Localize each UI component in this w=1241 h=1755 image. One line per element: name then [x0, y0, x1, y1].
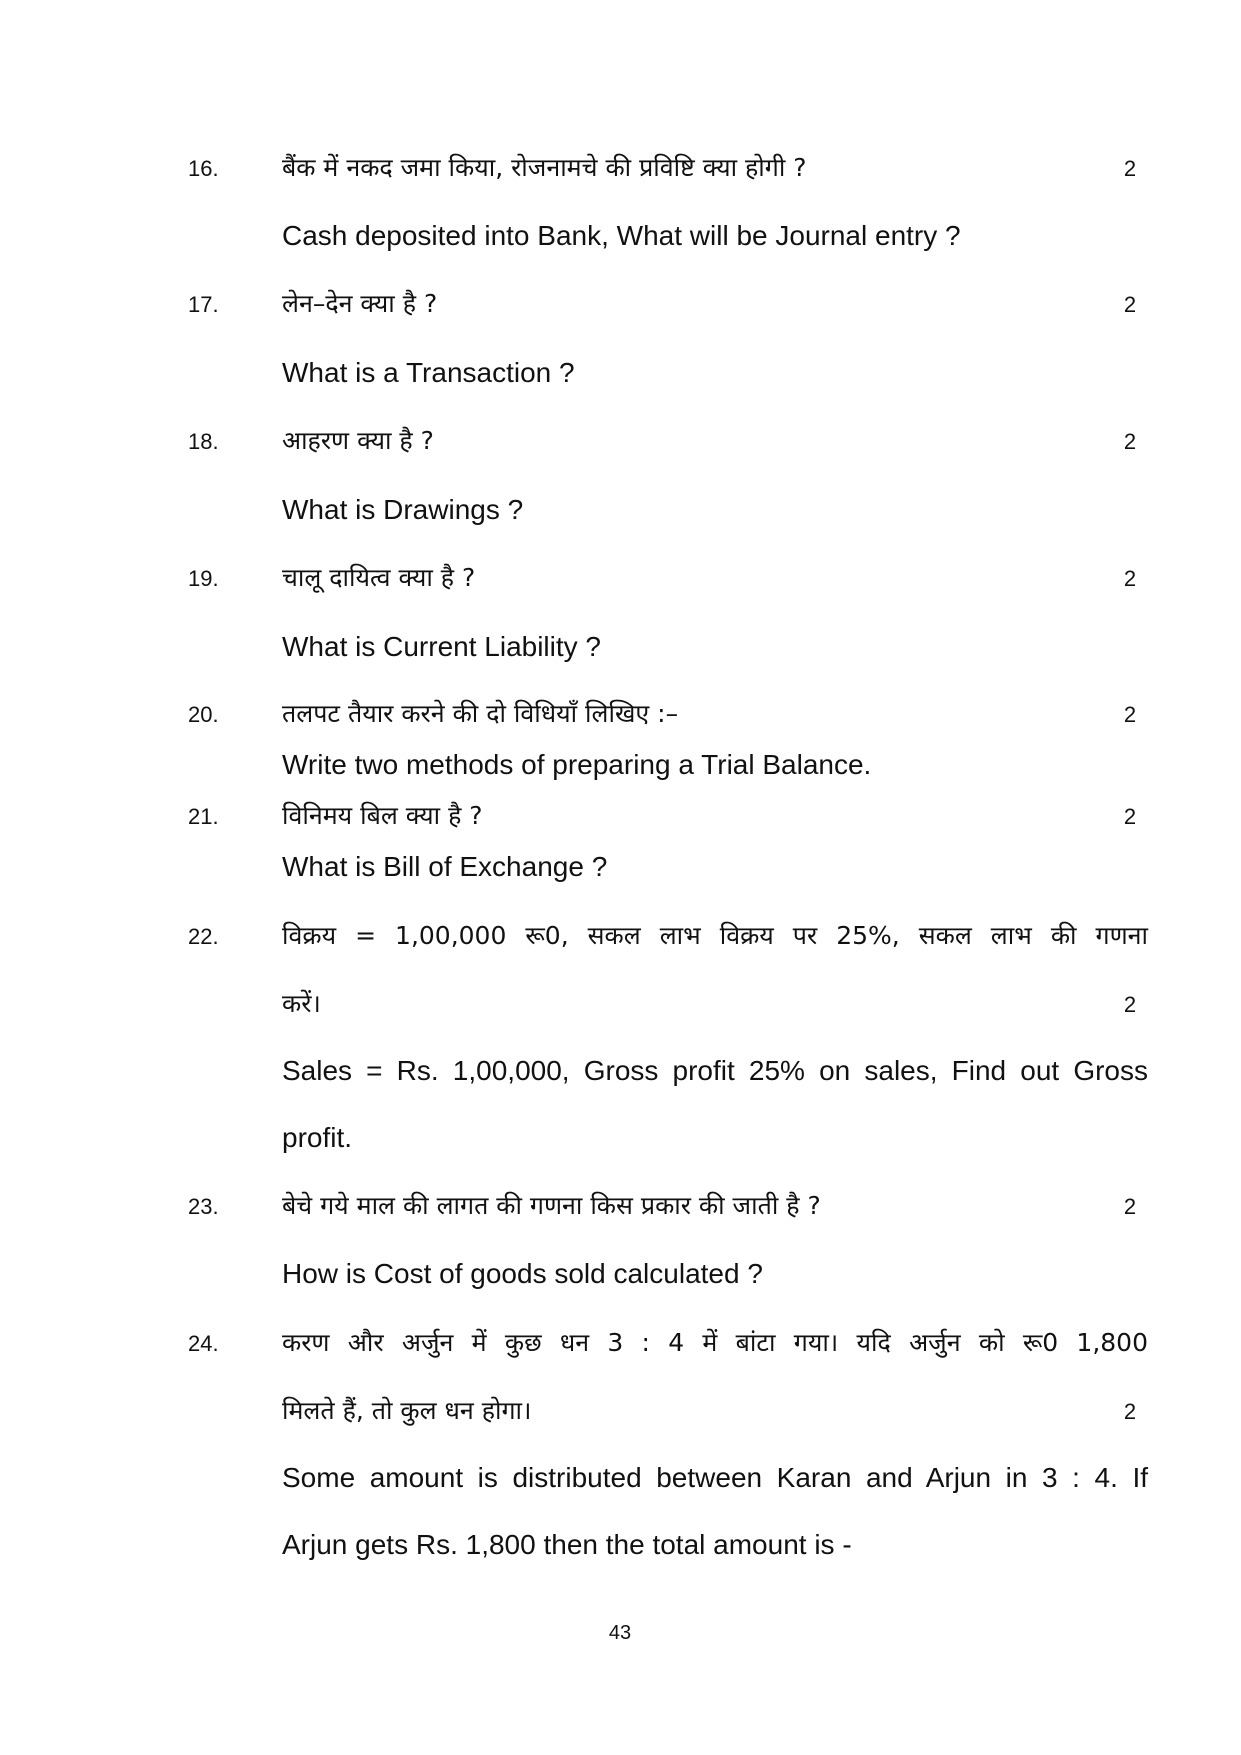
question-20-english: Write two methods of preparing a Trial Balance. — [282, 749, 872, 780]
question-20-number: 20. — [188, 702, 219, 727]
question-16-number: 16. — [188, 156, 219, 181]
question-24-marks: 2 — [1123, 1399, 1137, 1424]
question-24-english-line-2: Arjun gets Rs. 1,800 then the total amount is - — [282, 1529, 852, 1560]
question-18-hindi: आहरण क्या है ? — [282, 426, 434, 455]
question-24-english-line-1: Some amount is distributed between Karan and Arjun in 3 : 4. If — [282, 1462, 1148, 1493]
question-16-marks: 2 — [1123, 156, 1137, 181]
question-19-hindi: चालू दायित्व क्या है ? — [282, 563, 476, 592]
question-17-hindi: लेन–देन क्या है ? — [282, 289, 438, 318]
question-20-hindi: तलपट तैयार करने की दो विधियाँ लिखिए :– — [282, 699, 679, 728]
question-21-number: 21. — [188, 804, 219, 829]
question-22-marks: 2 — [1123, 992, 1137, 1017]
question-19-marks: 2 — [1123, 566, 1137, 591]
question-19-english: What is Current Liability ? — [282, 631, 602, 662]
question-23-english: How is Cost of goods sold calculated ? — [282, 1258, 763, 1289]
question-24-number: 24. — [188, 1331, 219, 1356]
question-20-marks: 2 — [1123, 702, 1137, 727]
question-22-english-line-1: Sales = Rs. 1,00,000, Gross profit 25% on sales, Find out Gross — [282, 1055, 1148, 1086]
question-17-english: What is a Transaction ? — [282, 357, 575, 388]
question-23-number: 23. — [188, 1194, 219, 1219]
question-24-hindi-line-2: मिलते हैं, तो कुल धन होगा। — [282, 1396, 532, 1425]
question-16-hindi: बैंक में नकद जमा किया, रोजनामचे की प्रविष्टि क्या होगी ? — [282, 153, 807, 182]
question-23-hindi: बेचे गये माल की लागत की गणना किस प्रकार की जाती है ? — [282, 1191, 821, 1220]
question-17-number: 17. — [188, 292, 219, 317]
question-24-hindi-line-1: करण और अर्जुन में कुछ धन 3 : 4 में बांटा गया। यदि अर्जुन को रू0 1,800 — [282, 1328, 1148, 1357]
question-21-english: What is Bill of Exchange ? — [282, 851, 608, 882]
question-18-marks: 2 — [1123, 429, 1137, 454]
question-21-hindi: विनिमय बिल क्या है ? — [282, 801, 483, 830]
question-18-number: 18. — [188, 429, 219, 454]
question-16-english: Cash deposited into Bank, What will be Journal entry ? — [282, 220, 961, 251]
question-22-english-line-2: profit. — [282, 1122, 353, 1153]
question-22-number: 22. — [188, 924, 219, 949]
question-18-english: What is Drawings ? — [282, 494, 524, 525]
question-21-marks: 2 — [1123, 804, 1137, 829]
page-number: 43 — [608, 1622, 632, 1644]
question-19-number: 19. — [188, 566, 219, 591]
question-22-hindi-line-1: विक्रय = 1,00,000 रू0, सकल लाभ विक्रय पर 25%, सकल लाभ की गणना — [282, 921, 1148, 950]
question-23-marks: 2 — [1123, 1194, 1137, 1219]
question-22-hindi-line-2: करें। — [282, 989, 321, 1018]
question-17-marks: 2 — [1123, 292, 1137, 317]
